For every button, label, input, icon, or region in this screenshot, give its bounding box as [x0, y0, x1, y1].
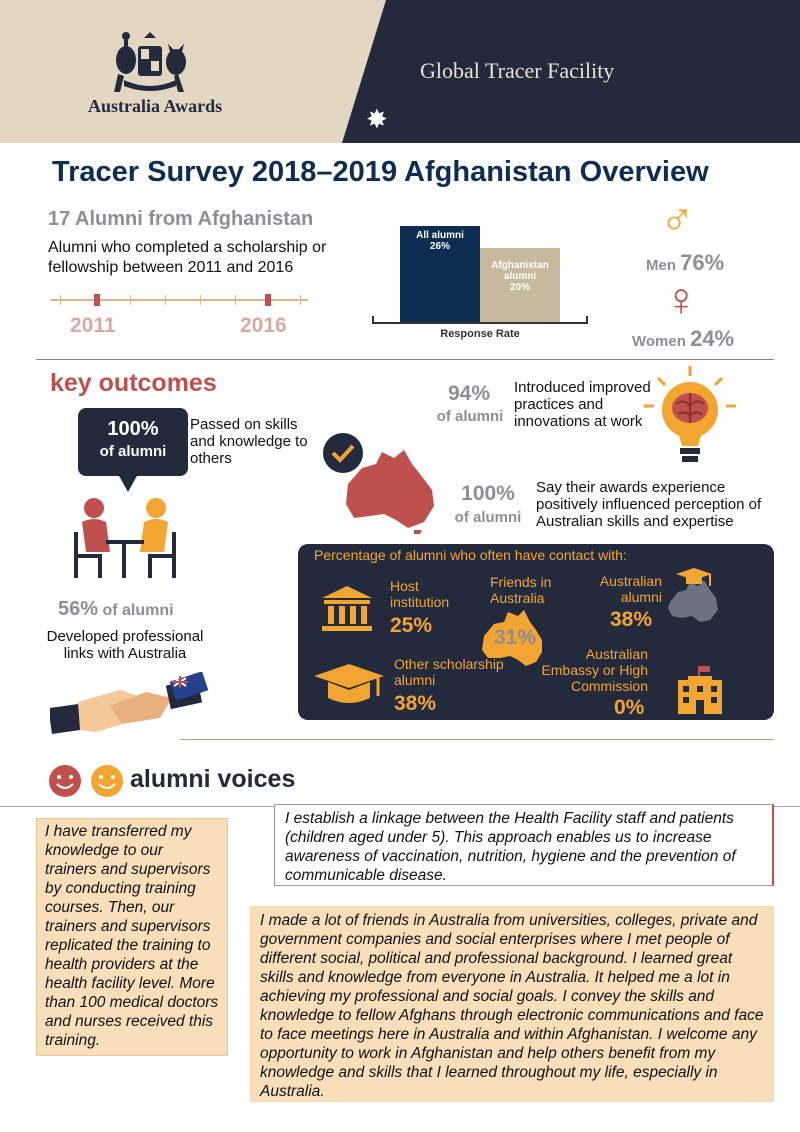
graduation-cap-icon — [312, 662, 386, 708]
axis-tick — [586, 316, 588, 324]
passed-pct: 100% — [107, 418, 159, 440]
people-meeting-icon — [70, 496, 180, 582]
contact-embassy-label: Australian Embassy or High Commission — [541, 646, 648, 694]
bar-all-alumni — [400, 226, 480, 322]
perception-pct: 100% — [461, 482, 515, 505]
contact-other-alumni-label: Other scholarship alumni — [394, 656, 504, 688]
contact-friends-label: Friends in Australia — [490, 574, 552, 606]
page-title: Tracer Survey 2018–2019 Afghanistan Overview — [52, 156, 709, 188]
men-label: Men — [646, 257, 676, 274]
divider — [180, 739, 774, 740]
handshake-icon — [50, 672, 210, 738]
embassy-building-icon — [674, 664, 726, 716]
passed-text: Passed on skills and knowledge to others — [190, 416, 308, 467]
alumni-voices-heading: alumni voices — [130, 765, 296, 793]
smiley-red-icon — [48, 764, 82, 798]
contact-host-value: 25% — [390, 614, 433, 637]
timeline-start-marker — [94, 294, 100, 306]
women-label: Women — [632, 333, 686, 350]
female-symbol-icon: ♀ — [664, 273, 699, 325]
lightbulb-brain-icon — [640, 364, 740, 470]
coat-of-arms-icon — [104, 30, 196, 96]
men-pct: 76% — [680, 250, 725, 275]
speech-bubble-tail — [118, 474, 138, 492]
links-unit: of alumni — [102, 602, 174, 619]
contact-heading: Percentage of alumni who often have contact with: — [314, 547, 627, 563]
improved-text: Introduced improved practices and innovations at work — [514, 379, 651, 430]
timeline-end-marker — [265, 294, 271, 306]
timeline-tick — [300, 295, 301, 305]
australia-grad-cap-icon — [664, 566, 720, 626]
chart-xlabel: Response Rate — [440, 328, 520, 340]
links-text: Developed professional links with Australia — [46, 628, 204, 662]
alumni-description: Alumni who completed a scholarship or fellowship between 2011 and 2016 — [48, 239, 327, 276]
perception-text: Say their awards experience positively influenced perception of Australian skills and expertise — [536, 479, 762, 530]
contact-embassy-value: 0% — [614, 696, 645, 719]
women-pct: 24% — [690, 326, 735, 351]
contact-host-label: Host institution — [390, 578, 450, 610]
key-outcomes-heading: key outcomes — [50, 369, 217, 397]
timeline-tick — [200, 295, 201, 305]
timeline-tick — [60, 295, 61, 305]
bar-afghanistan-alumni — [480, 248, 560, 322]
perception-unit: of alumni — [454, 509, 522, 526]
quote-card: I made a lot of friends in Australia from universities, colleges, private and government companies and social enterprises where I met people of different social, political and professional background. I learned great skills and knowledge from everyone in Australia. It helped me a lot in achieving my professional and social goals. I convey the skills and knowledge to fellow Afghans through electronic communications and face to face meetings here in Australia and within Afghanistan. I welcome any opportunity to work in Afghanistan and help others benefit from my knowledge and skills that I learned throughout my life, especially in Australia. — [250, 906, 774, 1102]
women-stat — [632, 326, 734, 352]
axis-tick — [372, 316, 374, 324]
links-stat — [58, 598, 174, 621]
contact-friends-value: 31% — [494, 626, 537, 649]
bar-label: All alumni — [416, 229, 464, 241]
bar-value: 20% — [509, 282, 530, 293]
timeline-tick — [165, 295, 166, 305]
divider — [36, 359, 774, 360]
bar-value: 26% — [429, 240, 450, 252]
quote-card: I have transferred my knowledge to our trainers and supervisors by conducting training courses. Then, our trainers and supervisors replicated the training to health providers at the health facility level. More than 100 medical doctors and nurses received this training. — [36, 818, 228, 1056]
smiley-orange-icon — [90, 764, 124, 798]
improved-pct: 94% — [447, 382, 491, 405]
improved-unit: of alumni — [436, 408, 504, 425]
contact-aus-alumni-value: 38% — [610, 608, 653, 631]
chart-axis — [372, 322, 588, 324]
institution-building-icon — [320, 584, 374, 632]
facility-name: Global Tracer Facility — [420, 58, 615, 83]
male-symbol-icon: ♂ — [660, 193, 695, 245]
passed-unit: of alumni — [99, 443, 167, 460]
contact-other-alumni-value: 38% — [394, 692, 437, 715]
star-icon: ✸ — [366, 104, 388, 134]
links-pct: 56% — [58, 598, 99, 620]
logo-text: Australia Awards — [88, 96, 223, 116]
australia-map-icon — [342, 444, 440, 534]
end-year: 2016 — [240, 314, 287, 337]
bar-label: Afghanistan alumni — [491, 260, 549, 282]
start-year: 2011 — [70, 314, 116, 337]
timeline-tick — [235, 295, 236, 305]
alumni-heading: 17 Alumni from Afghanistan — [48, 208, 314, 230]
timeline-tick — [130, 295, 131, 305]
contact-aus-alumni-label: Australian alumni — [599, 573, 662, 605]
quote-card: I establish a linkage between the Health Facility staff and patients (children aged under 5). This approach enables us to increase awareness of vaccination, nutrition, hygiene and the prevention of communicable disease. — [274, 804, 774, 886]
speech-bubble — [78, 408, 188, 476]
